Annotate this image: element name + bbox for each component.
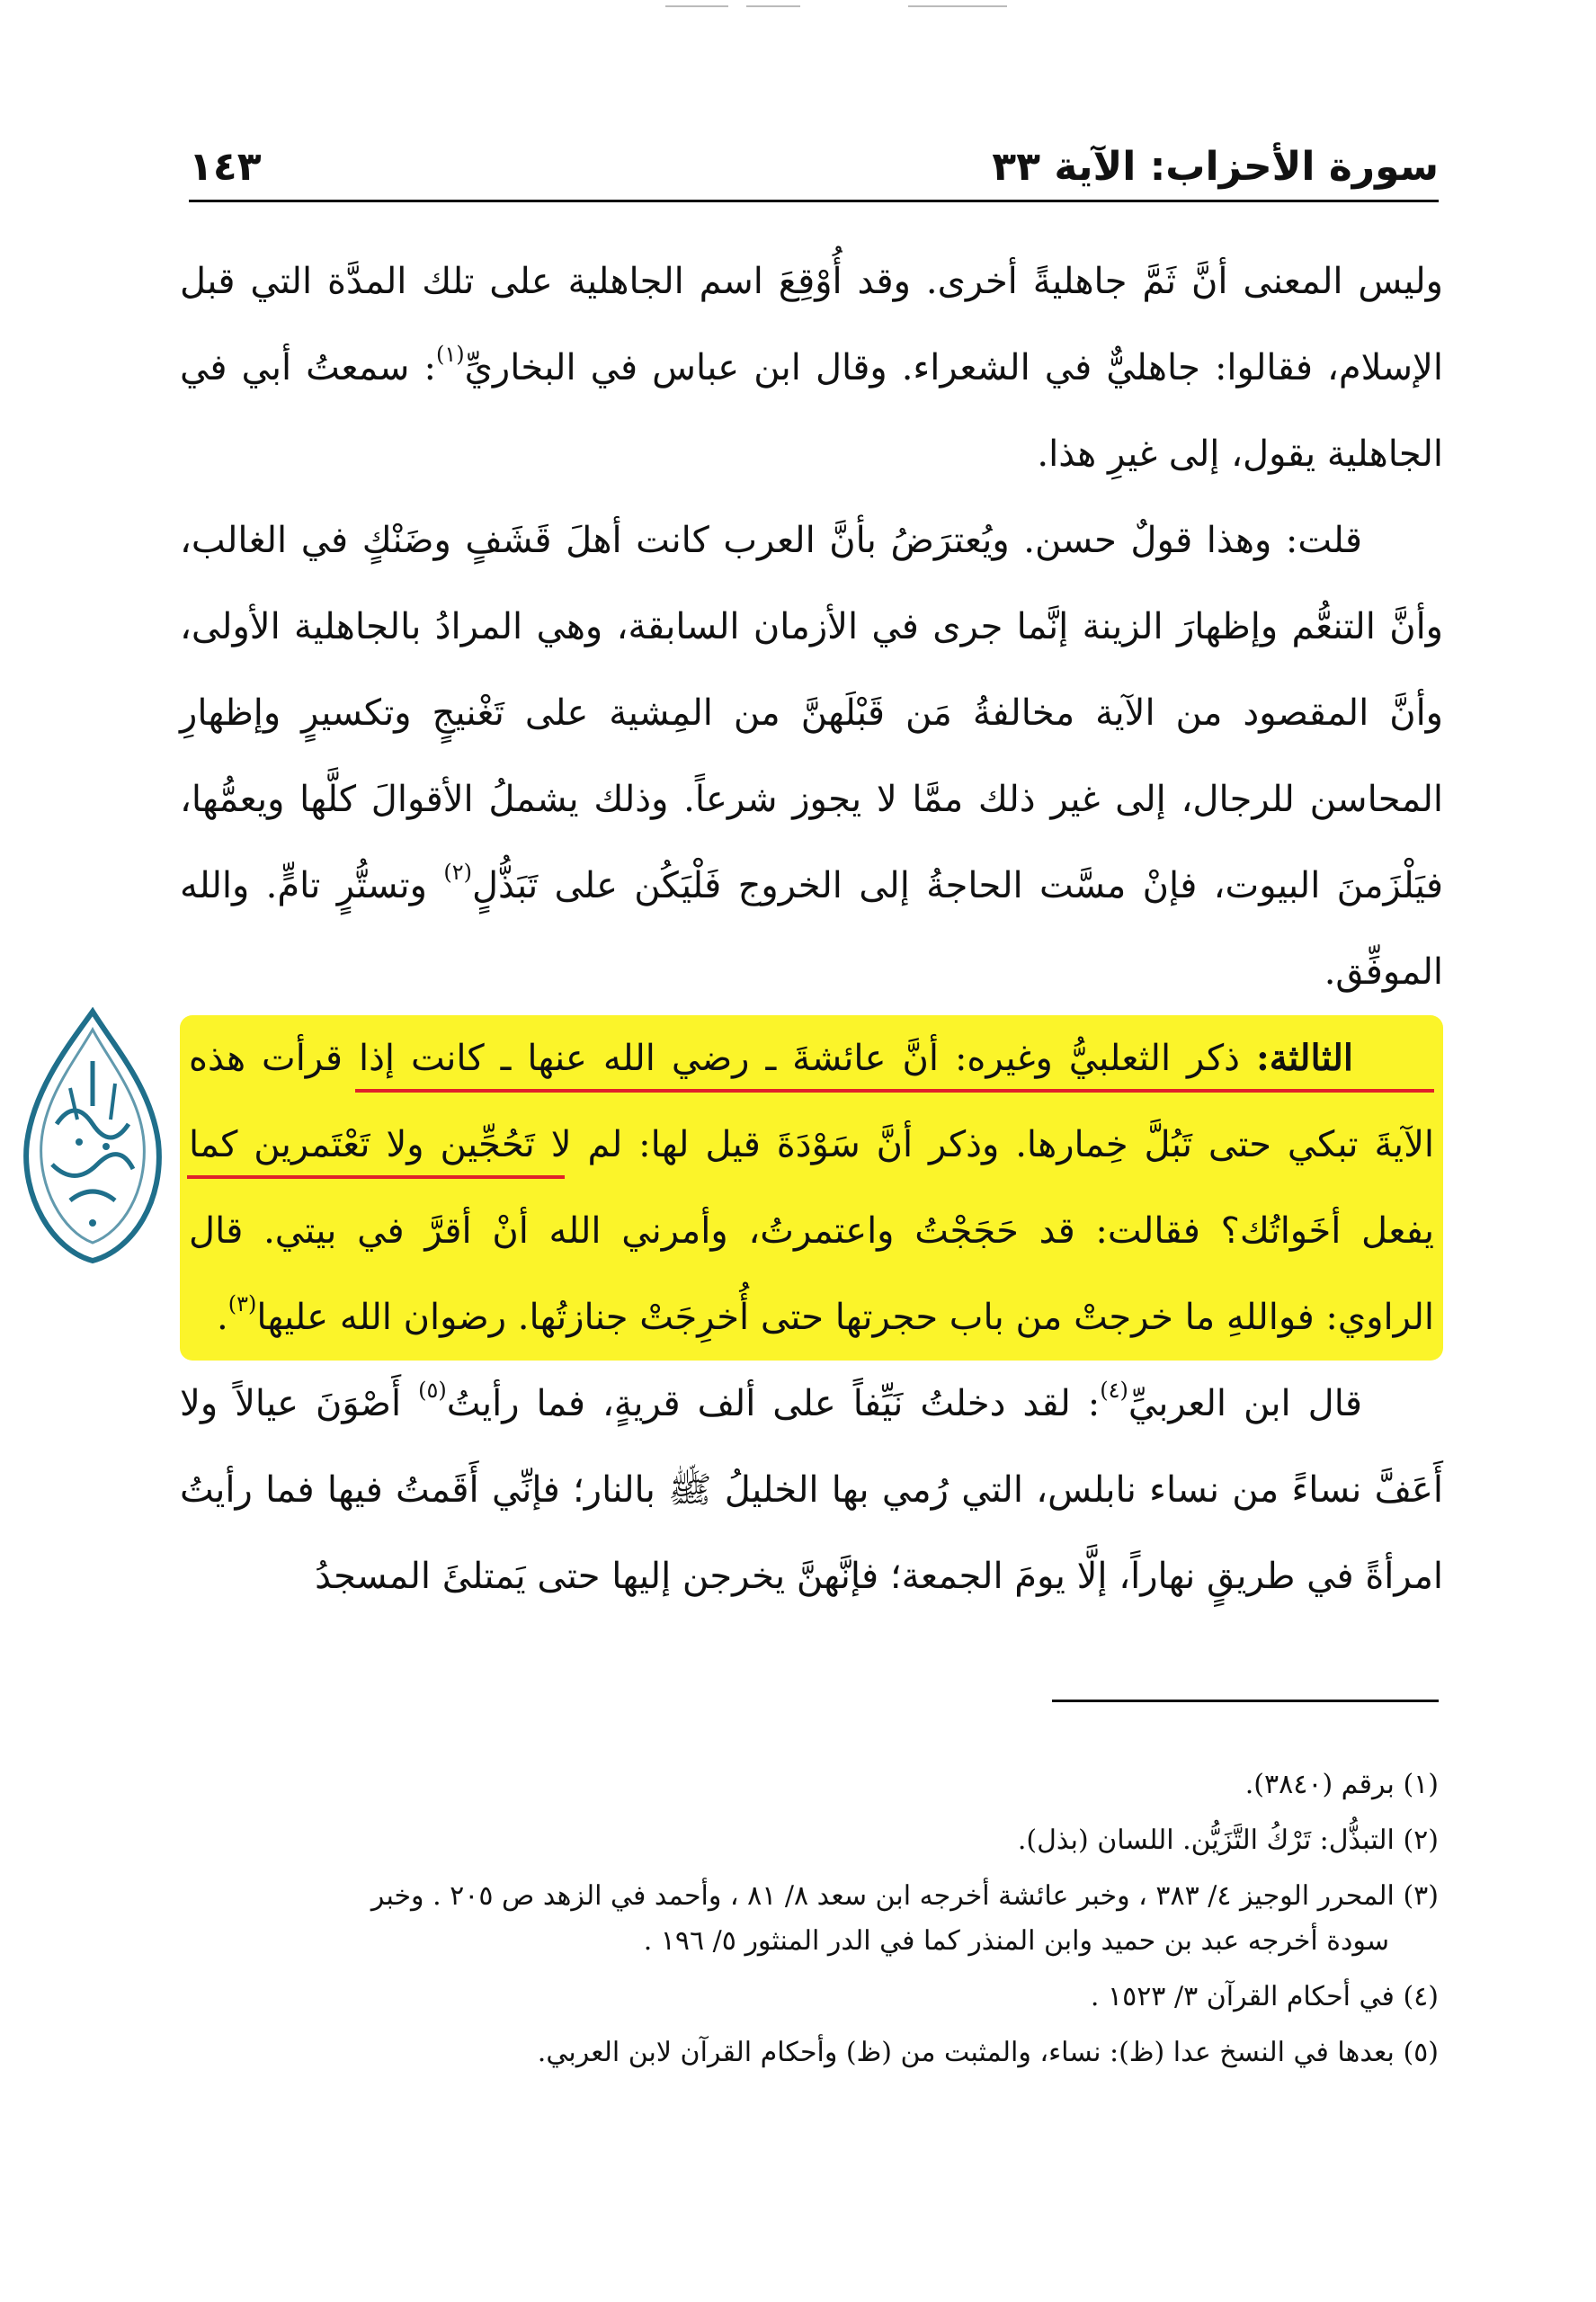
footnote-5: (٥) بعدها في النسخ عدا (ظ): نساء، والمثبت من (ظ) وأحكام القرآن لابن العربي. <box>537 2037 1439 2068</box>
main-text <box>180 238 1443 1619</box>
footnote-ref-2[interactable]: (٢) <box>443 860 472 885</box>
section-label: الثالثة: <box>1255 1037 1353 1079</box>
running-header <box>189 144 1439 198</box>
footnote-ref-3[interactable]: (٣) <box>227 1291 257 1316</box>
footnotes <box>180 1762 1439 2086</box>
footnote-ref-4[interactable]: (٤) <box>1100 1378 1128 1403</box>
paragraph-2: قلت: وهذا قولٌ حسن. ويُعترَضُ بأنَّ العرب كانت أهلَ قَشَفٍ وضَنْكٍ في الغالب، وأنَّ التنعُّم وإظهارَ الزينة إنَّما جرى في الأزمان السابقة، وهي المرادُ بالجاهلية الأولى، وأنَّ المقصود من الآية مخالفةُ مَن قَبْلَهنَّ من المِشية على تَغْنيجٍ وتكسيرٍ وإظهارِ المحاسن للرجال، إلى غير ذلك ممَّا لا يجوز شرعاً. وذلك يشملُ الأقوالَ كلَّها ويعمُّها، فيَلْزَمنَ البيوت، فإنْ مسَّت الحاجةُ إلى الخروج فَلْيَكُن على تَبَذُّلٍ$^{(٢)}$ وتستُّرٍ تامٍّ. والله الموفِّق. <box>180 520 1443 993</box>
header-rule <box>189 200 1439 202</box>
red-underline <box>355 1089 1434 1093</box>
red-underline <box>187 1175 565 1179</box>
calligraphy-logo-icon <box>16 1007 169 1268</box>
footnote-ref-1[interactable]: (١) <box>435 342 465 367</box>
top-crop-marks <box>665 5 1043 11</box>
footnote-ref-5[interactable]: (٥) <box>418 1378 447 1403</box>
paragraph-1: وليس المعنى أنَّ ثَمَّ جاهليةً أخرى. وقد أُوْقِعَ اسم الجاهلية على تلك المدَّة التي قبل الإسلام، فقالوا: جاهليٌّ في الشعراء. وقال ابن عباس في البخاريِّ$^{(١)}$: سمعتُ أبي في الجاهلية يقول، إلى غيرِ هذا. <box>180 261 1443 475</box>
footnote-1: (١) برقم (٣٨٤٠). <box>1244 1769 1439 1800</box>
footnote-4: (٤) في أحكام القرآن ٣/ ١٥٢٣ . <box>1090 1981 1439 2012</box>
footnote-3: (٣) المحرر الوجيز ٤/ ٣٨٣ ، وخبر عائشة أخرجه ابن سعد ٨/ ٨١ ، وأحمد في الزهد ص ٢٠٥ . وخبر سودة أخرجه عبد بن حميد وابن المنذر كما في الدر المنثور ٥/ ١٩٦ . <box>370 1880 1439 1957</box>
page-number: ١٤٣ <box>189 144 262 190</box>
surah-title: سورة الأحزاب: الآية ٣٣ <box>992 144 1439 190</box>
paragraph-4: قال ابن العربيِّ$^{(٤)}$: لقد دخلتُ نَيِّفاً على ألف قريةٍ، فما رأيتُ$^{(٥)}$ أَصْوَنَ عيالاً ولا أَعَفَّ نساءً من نساء نابلس، التي رُمي بها الخليلُ ﷺ بالنار؛ فإنِّي أَقَمتُ فيها فما رأيتُ امرأةً في طريقٍ نهاراً، إلَّا يومَ الجمعة؛ فإنَّهنَّ يخرجن إليها حتى يَمتلئَ المسجدُ <box>180 1378 1443 1597</box>
highlighted-paragraph: الثالثة: ذكر الثعلبيُّ وغيره: أنَّ عائشةَ ـ رضي الله عنها ـ كانت إذا قرأت هذه الآيةَ تبكي حتى تَبُلَّ خِمارها. وذكر أنَّ سَوْدَةَ قيل لها: لم لا تَحُجِّين ولا تَعْتَمرين كما يفعل أخَواتُك؟ فقالت: قد حَجَجْتُ واعتمرتُ، وأمرني الله أنْ أقرَّ في بيتي. قال الراوي: فواللهِ ما خرجتْ من باب حجرتها حتى أُخرِجَتْ جنازتُها. رضوان الله عليها$^{(٣)}$. <box>180 1015 1443 1361</box>
footnote-separator <box>1052 1700 1439 1702</box>
footnote-2: (٢) التبذُّل: تَرْكُ التَّزَيُّن. اللسان (بذل). <box>1017 1825 1439 1856</box>
